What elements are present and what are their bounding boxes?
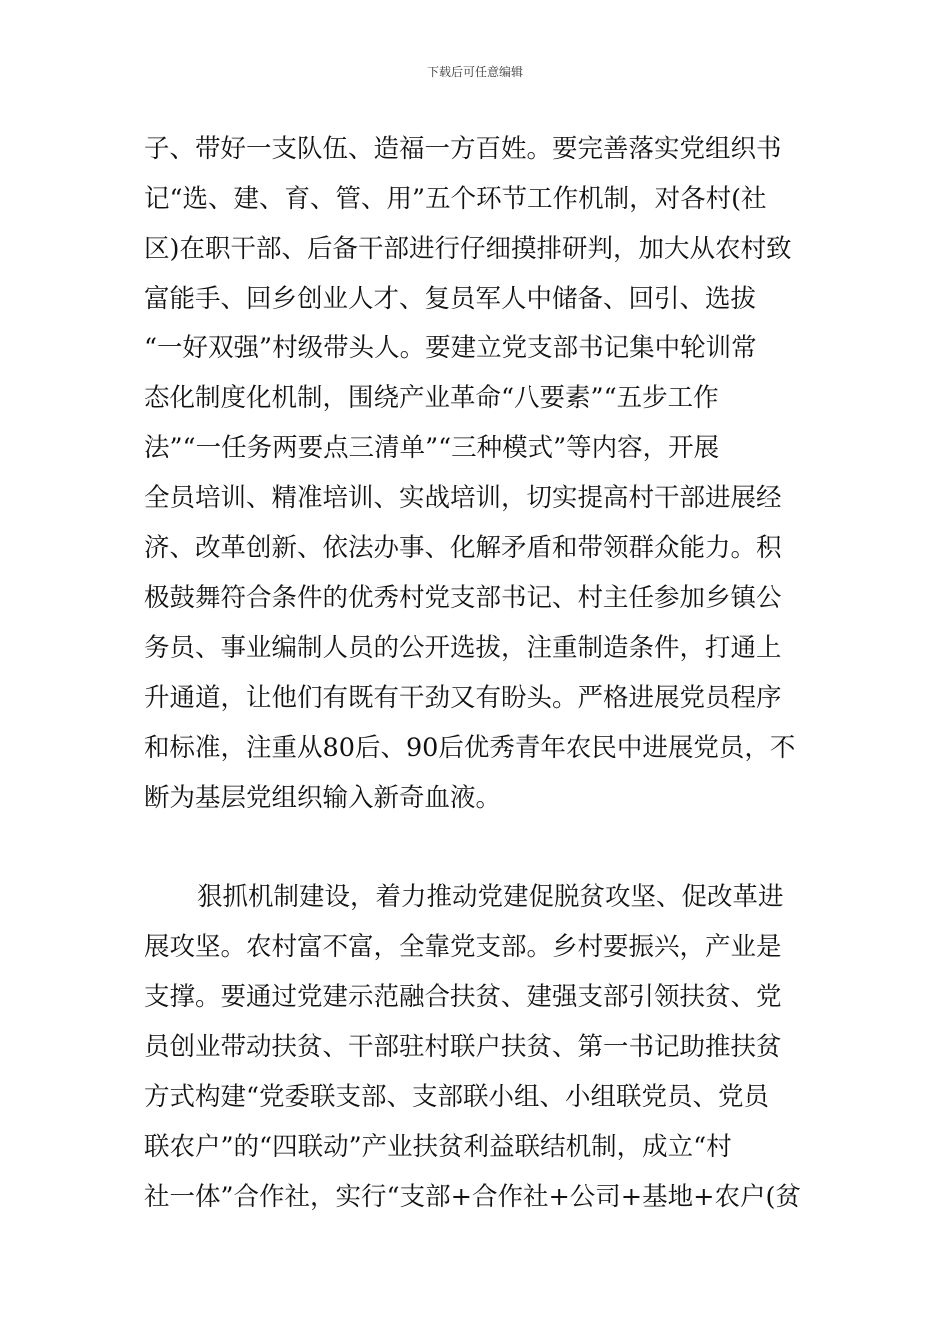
page-header-note: 下载后可任意编辑: [426, 65, 523, 79]
text-line: 断为基层党组织输入新奇血液。: [144, 783, 502, 813]
text-line: 展攻坚。农村富不富，全靠党支部。乡村要振兴，产业是: [144, 932, 782, 962]
text-line: 联农户”的“四联动”产业扶贫利益联结机制，成立“村: [144, 1132, 732, 1162]
text-line: 升通道，让他们有既有干劲又有盼头。严格进展党员程序: [144, 683, 782, 713]
text-line: 支撑。要通过党建示范融合扶贫、建强支部引领扶贫、党: [144, 982, 782, 1012]
text-line: 极鼓舞符合条件的优秀村党支部书记、村主任参加乡镇公: [144, 583, 782, 613]
text-line: 方式构建“党委联支部、支部联小组、小组联党员、党员: [144, 1082, 770, 1112]
text-line: 社一体”合作社，实行“支部+合作社+公司+基地+农户(贫: [144, 1182, 801, 1212]
text-line: “一好双强”村级带头人。要建立党支部书记集中轮训常: [144, 333, 757, 363]
text-line: 狠抓机制建设，着力推动党建促脱贫攻坚、促改革进: [197, 882, 784, 912]
text-line: 记“选、建、育、管、用”五个环节工作机制，对各村(社: [144, 184, 767, 214]
text-line: 济、改革创新、依法办事、化解矛盾和带领群众能力。积: [144, 533, 782, 563]
text-line: 区)在职干部、后备干部进行仔细摸排研判，加大从农村致: [144, 234, 792, 264]
text-line: 全员培训、精准培训、实战培训，切实提高村干部进展经: [144, 483, 782, 513]
text-line: 和标准，注重从80后、90后优秀青年农民中进展党员，不: [144, 733, 796, 763]
text-line: 法”“一任务两要点三清单”“三种模式”等内容，开展: [144, 433, 720, 463]
text-line: 子、带好一支队伍、造福一方百姓。要完善落实党组织书: [144, 134, 782, 164]
text-line: 员创业带动扶贫、干部驻村联户扶贫、第一书记助推扶贫: [144, 1032, 782, 1062]
text-line: 态化制度化机制，围绕产业革命“八要素”“五步工作: [144, 383, 719, 413]
text-line: 富能手、回乡创业人才、复员军人中储备、回引、选拔: [144, 284, 757, 314]
text-line: 务员、事业编制人员的公开选拔，注重制造条件，打通上: [144, 633, 782, 663]
